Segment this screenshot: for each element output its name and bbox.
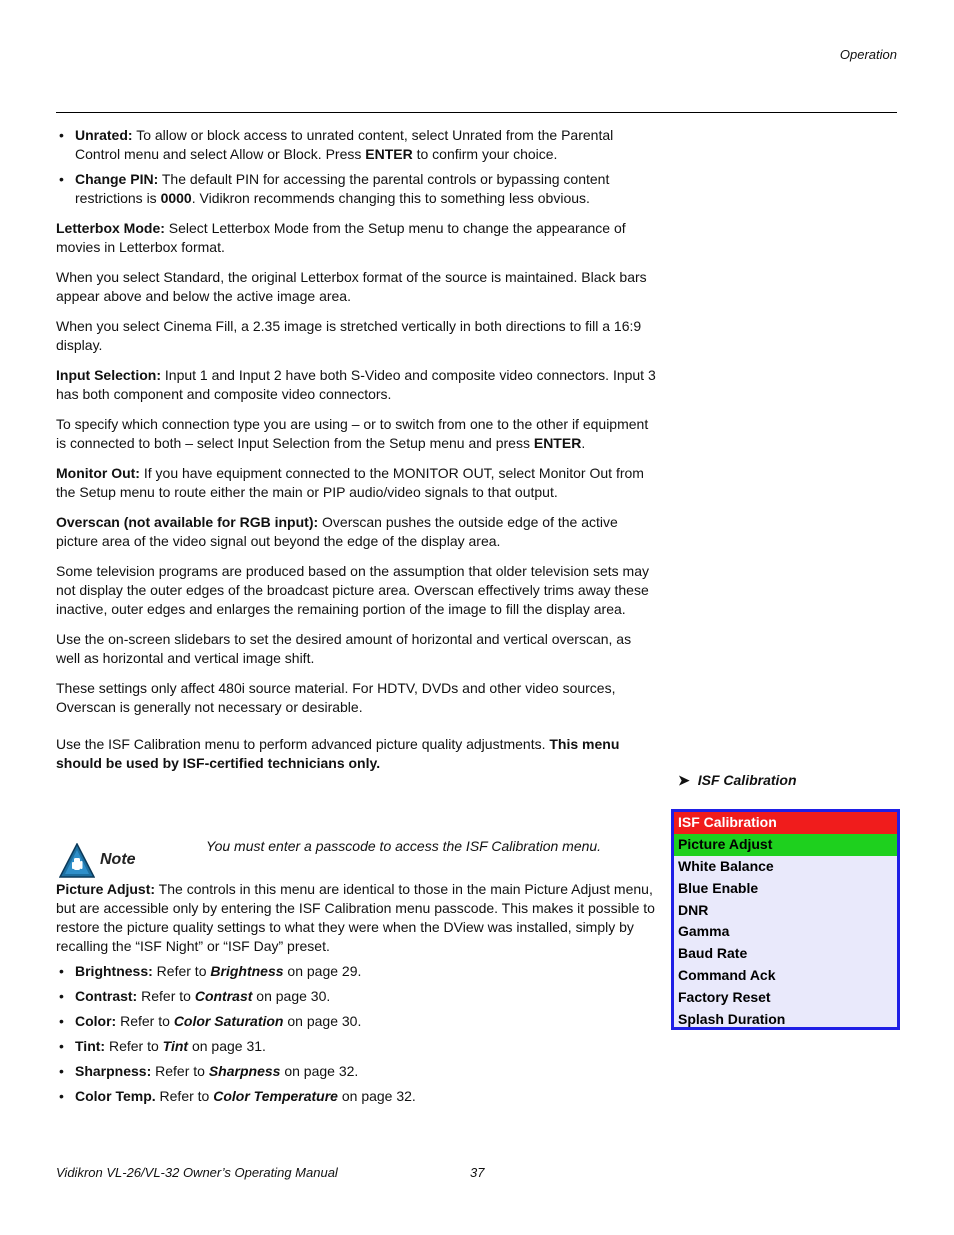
menu-item-white-balance[interactable]: White Balance — [678, 857, 774, 874]
para-overscan: Overscan (not available for RGB input): Overscan pushes the outside edge of the active picture area of the video signal out beyond the edge of the display area. — [56, 514, 618, 549]
menu-item-factory-reset[interactable]: Factory Reset — [678, 989, 771, 1006]
bullet-color: • Color: Refer to Color Saturation on page 30. — [56, 1012, 656, 1031]
para-480i: These settings only affect 480i source material. For HDTV, DVDs and other video sources, Overscan is generally not necessary or desirable. — [56, 680, 616, 715]
bullet-unrated: • Unrated: To allow or block access to unrated content, select Unrated from the Parental Control menu and select Allow or Block. Press ENTER to confirm your choice. — [56, 126, 656, 164]
menu-item-splash-duration[interactable]: Splash Duration — [678, 1011, 786, 1028]
menu-item-command-ack[interactable]: Command Ack — [678, 967, 776, 984]
header-rule — [56, 112, 897, 113]
note-text: You must enter a passcode to access the ISF Calibration menu. — [206, 838, 602, 854]
bullet-change-pin: • Change PIN: The default PIN for accessing the parental controls or bypassing content restrictions is 0000. Vidikron recommends changing this to something less obvious. — [56, 170, 656, 208]
running-header: Operation — [839, 47, 897, 62]
menu-item-blue-enable[interactable]: Blue Enable — [678, 879, 759, 896]
para-input-selection: Input Selection: Input 1 and Input 2 have both S-Video and composite video connectors. Input 3 has both component and composite video connectors. — [56, 367, 656, 402]
side-label-isf: ➤ ISF Calibration — [678, 772, 797, 788]
page-number: 37 — [470, 1165, 485, 1180]
menu-item-picture-adjust[interactable]: Picture Adjust — [674, 834, 897, 856]
para-letterbox: Letterbox Mode: Select Letterbox Mode from the Setup menu to change the appearance of movies in Letterbox format. — [56, 220, 626, 255]
para-monitor-out: Monitor Out: If you have equipment connected to the MONITOR OUT, select Monitor Out from the Setup menu to route either the main or PIP audio/video signals to that output. — [56, 465, 644, 500]
para-specify: To specify which connection type you are using – or to switch from one to the other if equipment is connected to both – select Input Selection from the Setup menu and press ENTER. — [56, 416, 649, 451]
bullet-brightness: • Brightness: Refer to Brightness on page 29. — [56, 962, 656, 981]
isf-calibration-menu — [671, 809, 900, 1030]
bullet-tint: • Tint: Refer to Tint on page 31. — [56, 1037, 656, 1056]
note-spacer — [56, 784, 656, 880]
para-slidebars: Use the on-screen slidebars to set the desired amount of horizontal and vertical overscan, as well as horizontal and vertical image shift. — [56, 631, 632, 666]
menu-item-dnr[interactable]: DNR — [678, 901, 709, 918]
para-isf-intro: Use the ISF Calibration menu to perform advanced picture quality adjustments. This menu should be used by ISF-certified technicians only. — [56, 736, 620, 771]
arrow-left-icon: ➤ — [678, 772, 690, 788]
menu-item-gamma[interactable]: Gamma — [678, 923, 730, 940]
para-picture-adjust: Picture Adjust: The controls in this menu are identical to those in the main Picture Adjust menu, but are accessible only by entering the ISF Calibration menu passcode. This makes it possible to restore the picture quality settings to what they were when the DView was installed, simply by recalling the “ISF Night” or “ISF Day” preset. — [56, 881, 655, 954]
footer-manual-title: Vidikron VL-26/VL-32 Owner’s Operating Manual — [56, 1165, 338, 1180]
bullet-color-temp: • Color Temp. Refer to Color Temperature on page 32. — [56, 1087, 656, 1106]
para-tv: Some television programs are produced based on the assumption that older television sets may not display the outer edges of the broadcast picture area. Overscan effectively trims away these inactive, outer edges and enlarges the remaining portion of the image to fill the display area. — [56, 563, 649, 617]
para-cinema: When you select Cinema Fill, a 2.35 image is stretched vertically in both directions to fill a 16:9 display. — [56, 318, 642, 353]
menu-title: ISF Calibration — [674, 812, 897, 834]
bullet-sharpness: • Sharpness: Refer to Sharpness on page 32. — [56, 1062, 656, 1081]
body-text — [56, 126, 656, 1112]
bullet-contrast: • Contrast: Refer to Contrast on page 30. — [56, 987, 656, 1006]
note-label: Note — [100, 851, 136, 868]
para-standard: When you select Standard, the original Letterbox format of the source is maintained. Black bars appear above and below the active image area. — [56, 269, 647, 304]
note-hand-icon — [59, 843, 95, 879]
menu-item-baud-rate[interactable]: Baud Rate — [678, 945, 748, 962]
